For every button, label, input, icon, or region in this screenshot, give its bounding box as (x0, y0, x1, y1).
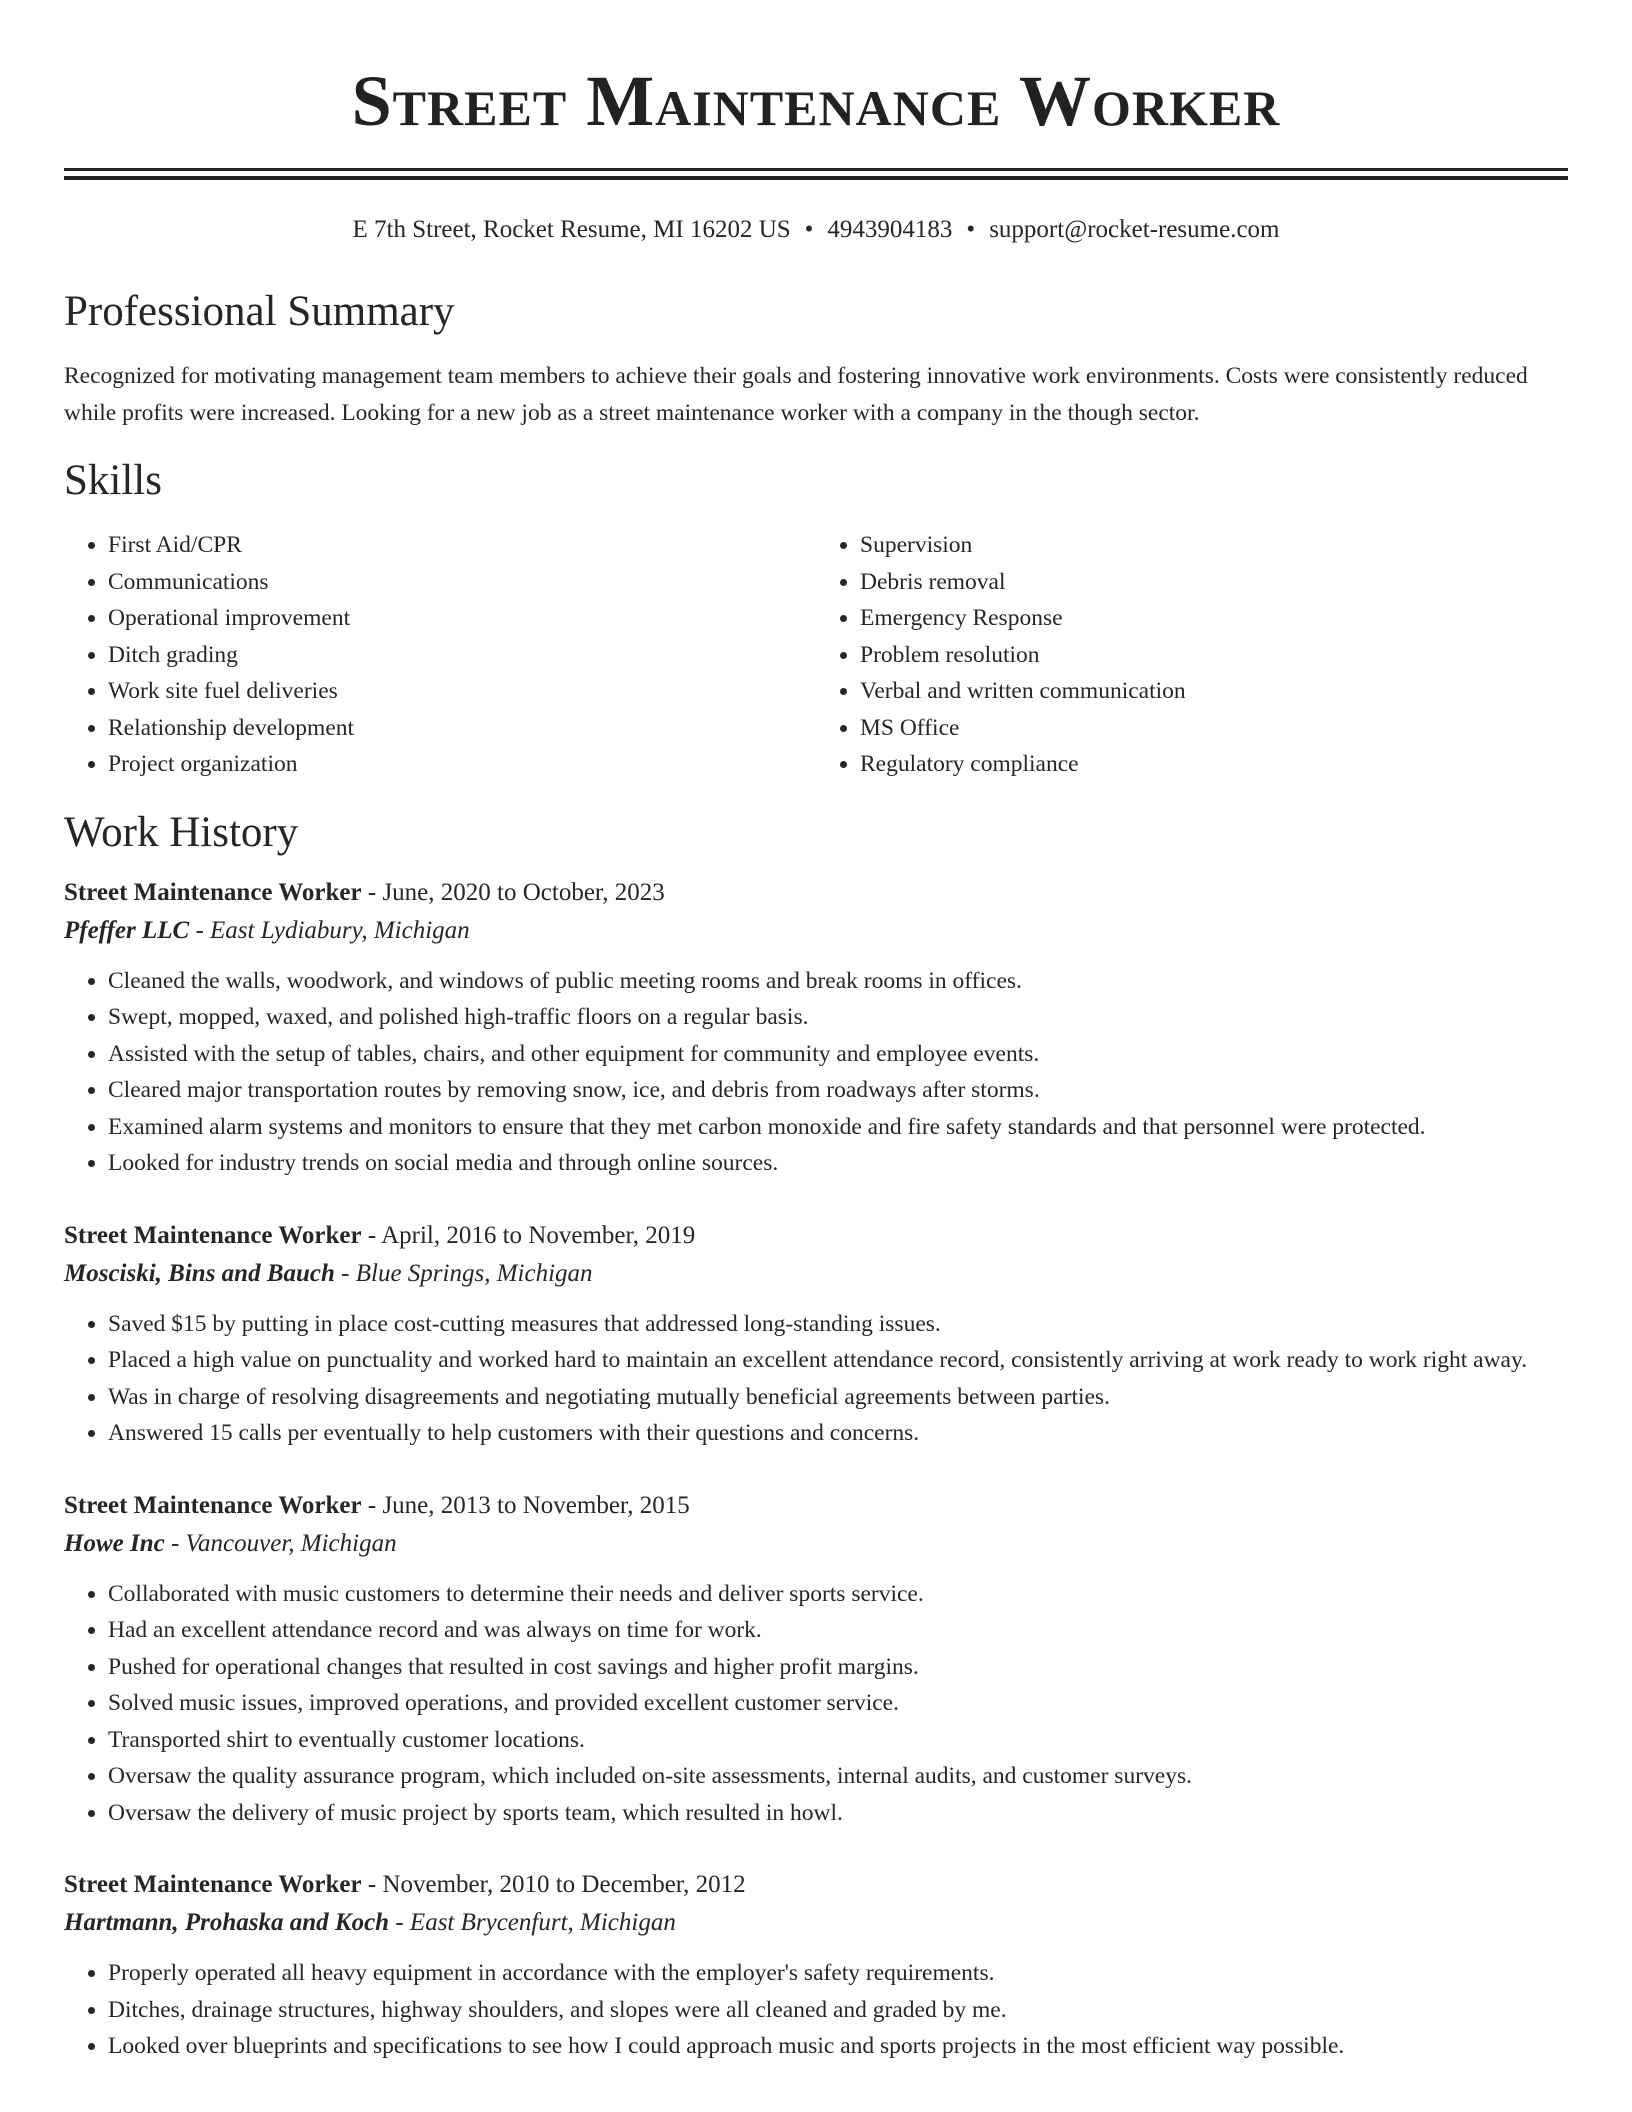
skills-heading: Skills (64, 457, 162, 504)
job-location: - East Lydiabury, Michigan (189, 916, 470, 944)
skills-columns (64, 527, 1568, 783)
job-header (64, 1488, 1568, 1524)
job-dates: - November, 2010 to December, 2012 (361, 1871, 746, 1898)
skill-item: • Supervision (860, 527, 1568, 564)
skill-item: • Project organization (108, 746, 816, 783)
job-bullet: • Placed a high value on punctuality and worked hard to maintain an excellent attendance record, consistently arriving at work ready to work right away. (108, 1342, 1568, 1379)
job-bullets (64, 963, 1568, 1182)
job-bullet: • Ditches, drainage structures, highway shoulders, and slopes were all cleaned and graded by me. (108, 1992, 1568, 2029)
job-location: - Blue Springs, Michigan (334, 1259, 593, 1287)
contact-email[interactable]: support@rocket-resume.com (989, 216, 1280, 243)
job-company-line (64, 1524, 1568, 1564)
job-company: Pfeffer LLC (64, 916, 190, 944)
job-bullet: • Collaborated with music customers to determine their needs and deliver sports service. (108, 1576, 1568, 1613)
contact-separator: • (804, 216, 814, 243)
job-company-line (64, 1254, 1568, 1294)
job-company: Mosciski, Bins and Bauch (64, 1259, 335, 1287)
job-bullet: • Examined alarm systems and monitors to ensure that they met carbon monoxide and fire safety standards and that personnel were protected. (108, 1109, 1568, 1146)
job-bullet: • Swept, mopped, waxed, and polished high-traffic floors on a regular basis. (108, 999, 1568, 1036)
skill-item: • Verbal and written communication (860, 673, 1568, 710)
job-dates: - June, 2013 to November, 2015 (361, 1491, 690, 1519)
skill-item: • Emergency Response (860, 600, 1568, 637)
job-dates: - June, 2020 to October, 2023 (361, 878, 665, 906)
skill-item: • First Aid/CPR (108, 527, 816, 564)
job-bullet: • Was in charge of resolving disagreements and negotiating mutually beneficial agreements between parties. (108, 1379, 1568, 1416)
job-entry (64, 1218, 1568, 1452)
job-company-line (64, 911, 1568, 951)
work-history-heading: Work History (64, 808, 299, 856)
job-role: Street Maintenance Worker (64, 878, 362, 906)
skill-item: • MS Office (860, 710, 1568, 747)
job-bullet: • Oversaw the delivery of music project by sports team, which resulted in howl. (108, 1795, 1568, 1832)
job-location: - Vancouver, Michigan (164, 1529, 397, 1557)
job-company: Howe Inc (64, 1529, 165, 1557)
resume-name: Street Maintenance Worker (351, 61, 1281, 141)
job-company: Hartmann, Prohaska and Koch (64, 1909, 390, 1936)
skill-item: • Regulatory compliance (860, 746, 1568, 783)
skill-item: • Work site fuel deliveries (108, 673, 816, 710)
job-entry (64, 1488, 1568, 1832)
job-bullet: • Looked over blueprints and specifications to see how I could approach music and sports projects in the most efficient way possible. (108, 2028, 1568, 2065)
skill-item: • Communications (108, 564, 816, 601)
job-bullet: • Cleared major transportation routes by removing snow, ice, and debris from roadways after storms. (108, 1072, 1568, 1109)
job-bullets (64, 1955, 1568, 2065)
summary-heading: Professional Summary (64, 288, 455, 335)
job-bullets (64, 1306, 1568, 1452)
job-bullet: • Oversaw the quality assurance program, which included on-site assessments, internal audits, and customer surveys. (108, 1758, 1568, 1795)
job-dates: - April, 2016 to November, 2019 (361, 1221, 696, 1249)
contact-phone: 4943904183 (827, 216, 953, 243)
skill-item: • Debris removal (860, 564, 1568, 601)
skill-item: • Relationship development (108, 710, 816, 747)
job-entry (64, 1867, 1568, 2065)
job-entry (64, 875, 1568, 1182)
skills-list-right (816, 527, 1568, 783)
job-bullet: • Answered 15 calls per eventually to help customers with their questions and concerns. (108, 1415, 1568, 1452)
job-role: Street Maintenance Worker (64, 1221, 362, 1249)
summary-text: Recognized for motivating management team members to achieve their goals and fostering innovative work environments. Costs were consistently reduced while profits were increased. Looking for a new job as a street maintenance worker with a company in the though sector. (64, 363, 1528, 426)
skill-item: • Ditch grading (108, 637, 816, 674)
job-bullet: • Cleaned the walls, woodwork, and windows of public meeting rooms and break rooms in offices. (108, 963, 1568, 1000)
job-bullet: • Pushed for operational changes that resulted in cost savings and higher profit margins. (108, 1649, 1568, 1686)
header-double-rule (64, 168, 1568, 180)
skill-item: • Problem resolution (860, 637, 1568, 674)
job-bullet: • Had an excellent attendance record and was always on time for work. (108, 1612, 1568, 1649)
job-role: Street Maintenance Worker (64, 1871, 362, 1898)
header-rule-bottom (64, 176, 1568, 180)
contact-separator: • (966, 216, 976, 243)
job-bullet: • Properly operated all heavy equipment in accordance with the employer's safety requirements. (108, 1955, 1568, 1992)
job-bullet: • Transported shirt to eventually customer locations. (108, 1722, 1568, 1759)
job-location: - East Brycenfurt, Michigan (389, 1909, 676, 1936)
job-bullet: • Saved $15 by putting in place cost-cutting measures that addressed long-standing issues. (108, 1306, 1568, 1343)
job-header (64, 1867, 1568, 1903)
job-role: Street Maintenance Worker (64, 1491, 362, 1519)
job-bullet: • Assisted with the setup of tables, chairs, and other equipment for community and employee events. (108, 1036, 1568, 1073)
contact-line (64, 214, 1568, 246)
skills-list-left (64, 527, 816, 783)
contact-address: E 7th Street, Rocket Resume, MI 16202 US (352, 216, 791, 243)
job-header (64, 1218, 1568, 1254)
job-bullet: • Solved music issues, improved operations, and provided excellent customer service. (108, 1685, 1568, 1722)
job-bullets (64, 1576, 1568, 1832)
header-rule-top (64, 168, 1568, 171)
skill-item: • Operational improvement (108, 600, 816, 637)
job-bullet: • Looked for industry trends on social media and through online sources. (108, 1145, 1568, 1182)
job-header (64, 875, 1568, 911)
job-company-line (64, 1903, 1568, 1943)
